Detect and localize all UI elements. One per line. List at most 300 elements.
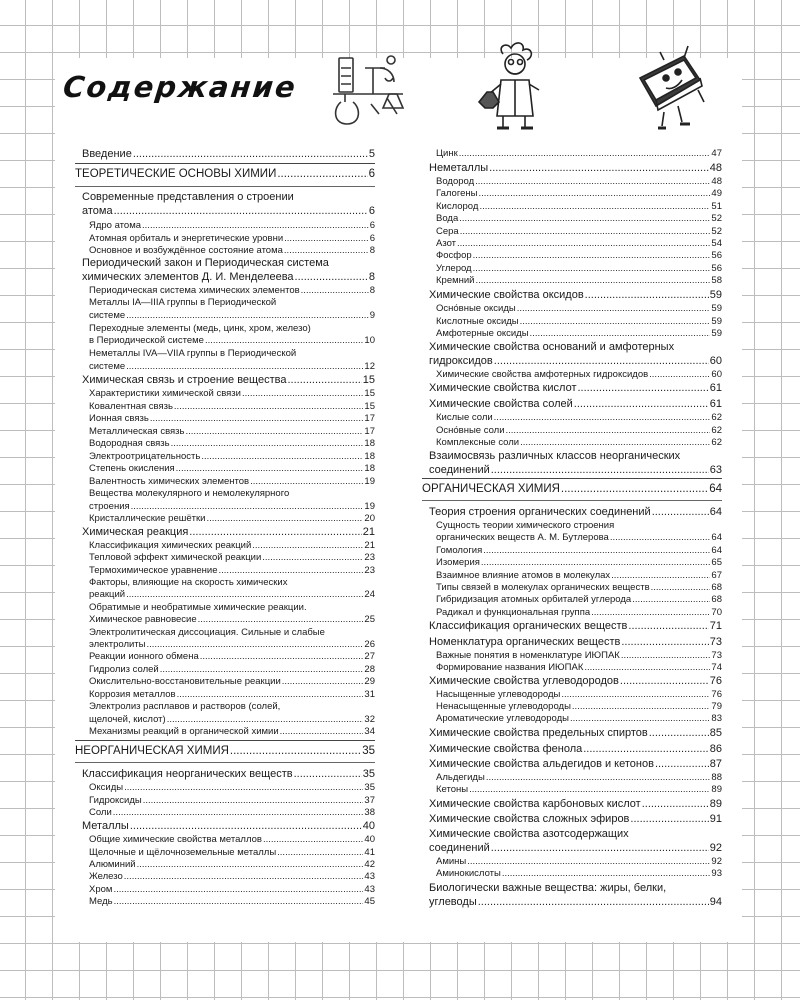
toc-entry-text: Вода (436, 213, 459, 224)
toc-entry[interactable] (422, 328, 722, 339)
toc-entry-text: Кристаллические решётки (89, 513, 206, 524)
book-character-icon (630, 42, 710, 134)
toc-entry[interactable] (422, 813, 722, 825)
toc-entry-line (422, 450, 722, 462)
page-number: 17 (364, 413, 375, 424)
page-number: 6 (368, 168, 375, 180)
toc-entry[interactable] (422, 162, 722, 174)
page-number: 59 (711, 303, 722, 314)
toc-entry-text: в Периодической системе (89, 335, 204, 346)
toc-entry-text: щелочей, кислот) (89, 714, 166, 725)
dot-leader (642, 798, 709, 810)
dot-leader (459, 213, 710, 224)
toc-entry-line (422, 341, 722, 353)
toc-entry-text: реакций (89, 589, 126, 600)
toc-entry[interactable] (422, 188, 722, 199)
toc-entry[interactable] (422, 506, 722, 518)
toc-entry[interactable] (422, 382, 722, 394)
dot-leader (630, 813, 708, 825)
toc-entry-text: Цинк (436, 148, 458, 159)
toc-entry-text: Окислительно-восстановительные реакции (89, 676, 281, 687)
dot-leader (578, 382, 709, 394)
toc-entry[interactable] (75, 540, 375, 551)
toc-entry[interactable] (422, 201, 722, 212)
page-number: 59 (709, 289, 722, 301)
toc-entry[interactable] (422, 398, 722, 410)
toc-entry-text: Железо (89, 871, 123, 882)
toc-entry-text: Гидроксиды (89, 795, 142, 806)
toc-entry[interactable] (75, 714, 375, 725)
toc-entry-line (422, 828, 722, 840)
dot-leader (651, 582, 711, 593)
dot-leader (201, 451, 363, 462)
page-number: 83 (711, 713, 722, 724)
toc-entry-text: атома (82, 205, 113, 217)
dot-leader (177, 689, 364, 700)
toc-entry-text: Сущность теории химического строения (436, 520, 615, 531)
dot-leader (280, 726, 364, 737)
dot-leader (502, 868, 711, 879)
toc-entry-text: Гибридизация атомных орбиталей углерода (436, 594, 632, 605)
toc-entry-text: Металлы (82, 820, 129, 832)
dot-leader (481, 557, 711, 568)
dot-leader (150, 413, 364, 424)
toc-entry-text: электролиты (89, 639, 146, 650)
dot-leader (475, 176, 710, 187)
toc-entry[interactable] (75, 426, 375, 437)
toc-entry[interactable] (75, 589, 375, 600)
toc-entry[interactable] (422, 636, 722, 648)
toc-entry-text: Азот (436, 238, 457, 249)
toc-entry-line (75, 323, 375, 334)
toc-entry-text: Аминокислоты (436, 868, 501, 879)
toc-section[interactable] (75, 745, 375, 757)
toc-entry-line (422, 520, 722, 531)
toc-entry-text: системе (89, 361, 126, 372)
toc-entry[interactable] (75, 335, 375, 346)
page-number: 47 (711, 148, 722, 159)
toc-entry[interactable] (422, 316, 722, 327)
toc-entry-text: Взаимосвязь различных классов неорганических (429, 450, 681, 462)
toc-entry[interactable] (422, 545, 722, 556)
toc-entry[interactable] (422, 213, 722, 224)
dot-leader (491, 842, 709, 854)
dot-leader (478, 896, 709, 908)
toc-entry[interactable] (75, 476, 375, 487)
page-number: 18 (364, 451, 375, 462)
page-number: 6 (369, 220, 375, 231)
dot-leader (131, 501, 364, 512)
page-number: 21 (362, 526, 375, 538)
toc-entry-text: Электроотрицательность (89, 451, 201, 462)
toc-entry[interactable] (75, 463, 375, 474)
toc-divider (75, 740, 375, 741)
toc-entry[interactable] (422, 758, 722, 770)
dot-leader (632, 594, 710, 605)
dot-leader (160, 664, 364, 675)
dot-leader (649, 727, 709, 739)
toc-entry-text: Химические свойства азотсодержащих (429, 828, 629, 840)
page-number: 18 (364, 438, 375, 449)
page-number: 42 (364, 859, 375, 870)
page-number: 86 (709, 743, 722, 755)
page-title: Содержание (61, 70, 299, 104)
toc-entry[interactable] (75, 220, 375, 231)
toc-entry-text: Биологически важные вещества: жиры, белки, (429, 882, 667, 894)
page-number: 35 (364, 782, 375, 793)
toc-entry-text: Кислотные оксиды (436, 316, 519, 327)
toc-entry[interactable] (75, 285, 375, 296)
page-number: 62 (711, 437, 722, 448)
dot-leader (479, 201, 710, 212)
toc-entry[interactable] (422, 772, 722, 783)
toc-entry-text: Углерод (436, 263, 472, 274)
toc-entry[interactable] (75, 565, 375, 576)
dot-leader (174, 401, 364, 412)
lab-flask-icon (325, 48, 410, 133)
dot-leader (591, 607, 710, 618)
dot-leader (205, 335, 363, 346)
page-number: 9 (369, 310, 375, 321)
page-number: 60 (709, 355, 722, 367)
toc-entry-text: Соли (89, 807, 112, 818)
toc-entry-text: Химическая реакция (82, 526, 189, 538)
page-number: 94 (709, 896, 722, 908)
page-number: 93 (711, 868, 722, 879)
dot-leader (476, 275, 711, 286)
page-number: 62 (711, 412, 722, 423)
toc-entry[interactable] (75, 651, 375, 662)
page-number: 15 (364, 401, 375, 412)
toc-entry[interactable] (422, 176, 722, 187)
page-number: 76 (711, 689, 722, 700)
toc-entry[interactable] (75, 795, 375, 806)
toc-entry-text: Химические свойства оксидов (429, 289, 584, 301)
toc-entry[interactable] (422, 250, 722, 261)
page-number: 10 (364, 335, 375, 346)
toc-entry-text: Химические свойства сложных эфиров (429, 813, 630, 825)
toc-entry[interactable] (422, 148, 722, 159)
toc-entry[interactable] (75, 361, 375, 372)
toc-divider (75, 163, 375, 164)
dot-leader (572, 701, 711, 712)
toc-entry[interactable] (422, 689, 722, 700)
page-number: 18 (364, 463, 375, 474)
toc-entry-text: Классификация неорганических веществ (82, 768, 293, 780)
toc-entry[interactable] (422, 650, 722, 661)
toc-entry-text: НЕОРГАНИЧЕСКАЯ ХИМИЯ (75, 745, 229, 757)
toc-entry[interactable] (422, 868, 722, 879)
page-number: 34 (364, 726, 375, 737)
toc-entry[interactable] (75, 413, 375, 424)
toc-entry-text: Химические свойства амфотерных гидроксидов (436, 369, 649, 380)
toc-entry-text: ОРГАНИЧЕСКАЯ ХИМИЯ (422, 483, 560, 495)
toc-entry-text: Степень окисления (89, 463, 175, 474)
page-number: 19 (364, 476, 375, 487)
dot-leader (520, 437, 710, 448)
toc-entry[interactable] (75, 664, 375, 675)
dot-leader (584, 662, 710, 673)
toc-entry[interactable] (75, 271, 375, 283)
dot-leader (494, 355, 709, 367)
toc-entry[interactable] (422, 798, 722, 810)
page-number: 76 (709, 675, 722, 687)
page-number: 43 (364, 884, 375, 895)
toc-entry[interactable] (422, 369, 722, 380)
dot-leader (242, 388, 363, 399)
toc-entry[interactable] (75, 401, 375, 412)
dot-leader (114, 205, 368, 217)
toc-entry-text: Кетоны (436, 784, 469, 795)
toc-entry[interactable] (75, 834, 375, 845)
toc-entry[interactable] (422, 263, 722, 274)
toc-entry[interactable] (422, 437, 722, 448)
toc-entry[interactable] (422, 896, 722, 908)
toc-entry[interactable] (75, 233, 375, 244)
toc-entry-text: Классификация химических реакций (89, 540, 252, 551)
toc-entry-text: гидроксидов (429, 355, 493, 367)
page-number: 61 (709, 382, 722, 394)
page-number: 31 (364, 689, 375, 700)
toc-entry[interactable] (75, 871, 375, 882)
toc-entry[interactable] (422, 303, 722, 314)
toc-entry-text: Типы связей в молекулах органических веществ (436, 582, 650, 593)
toc-entry-text: Периодическая система химических элементов (89, 285, 300, 296)
toc-entry-text: Взаимное влияние атомов в молекулах (436, 570, 611, 581)
toc-entry-text: Осно́вные соли (436, 425, 505, 436)
toc-entry-text: системе (89, 310, 126, 321)
page-number: 20 (364, 513, 375, 524)
toc-entry-line (75, 627, 375, 638)
toc-entry[interactable] (75, 552, 375, 563)
toc-entry-text: Кислород (436, 201, 479, 212)
toc-entry[interactable] (422, 425, 722, 436)
toc-entry[interactable] (422, 701, 722, 712)
page-number: 35 (362, 745, 375, 757)
toc-entry[interactable] (422, 355, 722, 367)
page-number: 73 (711, 650, 722, 661)
page-number: 8 (369, 285, 375, 296)
toc-entry-text: Изомерия (436, 557, 480, 568)
page-number: 37 (364, 795, 375, 806)
page-number: 17 (364, 426, 375, 437)
toc-entry-text: Химические свойства кислот (429, 382, 577, 394)
toc-entry-text: Ковалентная связь (89, 401, 173, 412)
dot-leader (486, 772, 711, 783)
page-number: 89 (711, 784, 722, 795)
toc-entry[interactable] (75, 782, 375, 793)
dot-leader (294, 768, 362, 780)
page-number: 23 (364, 552, 375, 563)
toc-entry[interactable] (75, 148, 375, 160)
toc-entry[interactable] (422, 607, 722, 618)
toc-entry[interactable] (422, 557, 722, 568)
dot-leader (530, 328, 711, 339)
toc-entry[interactable] (422, 743, 722, 755)
toc-section[interactable] (75, 168, 375, 180)
toc-entry-line (75, 488, 375, 499)
toc-entry[interactable] (422, 570, 722, 581)
dot-leader (284, 233, 369, 244)
toc-entry-text: Химические свойства углеводородов (429, 675, 619, 687)
toc-entry[interactable] (75, 501, 375, 512)
toc-entry-text: Характеристики химической связи (89, 388, 241, 399)
toc-entry-text: Химические свойства предельных спиртов (429, 727, 648, 739)
dot-leader (491, 464, 709, 476)
toc-entry[interactable] (422, 412, 722, 423)
page-number: 59 (711, 328, 722, 339)
page-number: 64 (711, 532, 722, 543)
toc-entry[interactable] (75, 374, 375, 386)
page-number: 56 (711, 263, 722, 274)
toc-entry-line (75, 701, 375, 712)
toc-entry[interactable] (422, 784, 722, 795)
toc-entry[interactable] (75, 438, 375, 449)
dot-leader (126, 310, 369, 321)
toc-entry[interactable] (75, 451, 375, 462)
toc-divider (422, 478, 722, 479)
toc-entry-text: Общие химические свойства металлов (89, 834, 262, 845)
toc-entry-text: Кремний (436, 275, 475, 286)
toc-entry[interactable] (422, 238, 722, 249)
toc-entry[interactable] (75, 896, 375, 907)
toc-entry-text: Обратимые и необратимые химические реакции. (89, 602, 307, 613)
toc-entry-text: органических веществ А. М. Бутлерова (436, 532, 609, 543)
toc-entry[interactable] (75, 807, 375, 818)
toc-entry-text: Электролиз расплавов и растворов (солей, (89, 701, 281, 712)
page-number: 24 (364, 589, 375, 600)
toc-entry[interactable] (422, 289, 722, 301)
dot-leader (649, 369, 710, 380)
page-number: 88 (711, 772, 722, 783)
toc-entry[interactable] (422, 727, 722, 739)
toc-entry[interactable] (422, 275, 722, 286)
page-number: 25 (364, 614, 375, 625)
toc-entry-text: Химические свойства фенола (429, 743, 583, 755)
toc-entry-text: соединений (429, 842, 490, 854)
dot-leader (126, 589, 363, 600)
dot-leader (610, 532, 711, 543)
page-number: 92 (711, 856, 722, 867)
toc-entry[interactable] (75, 884, 375, 895)
page-number: 70 (711, 607, 722, 618)
dot-leader (113, 884, 363, 895)
toc-entry[interactable] (75, 513, 375, 524)
toc-entry[interactable] (422, 226, 722, 237)
page-number: 51 (711, 201, 722, 212)
toc-entry[interactable] (75, 205, 375, 217)
toc-entry[interactable] (422, 582, 722, 593)
toc-section[interactable] (422, 483, 722, 495)
page-number: 43 (364, 871, 375, 882)
toc-entry[interactable] (422, 464, 722, 476)
dot-leader (284, 245, 369, 256)
page-number: 92 (709, 842, 722, 854)
toc-entry[interactable] (422, 675, 722, 687)
dot-leader (574, 398, 709, 410)
dot-leader (467, 856, 710, 867)
dot-leader (295, 271, 368, 283)
toc-entry[interactable] (75, 526, 375, 538)
page-number: 23 (364, 565, 375, 576)
toc-entry[interactable] (422, 856, 722, 867)
page-number: 41 (364, 847, 375, 858)
toc-entry-text: Осно́вные оксиды (436, 303, 516, 314)
toc-entry-text: Галогены (436, 188, 478, 199)
toc-entry-text: Ионная связь (89, 413, 149, 424)
toc-entry-text: Электролитическая диссоциация. Сильные и слабые (89, 627, 325, 638)
toc-entry-line (422, 882, 722, 894)
dot-leader (185, 426, 363, 437)
toc-entry[interactable] (75, 639, 375, 650)
toc-entry[interactable] (75, 614, 375, 625)
page-number: 26 (364, 639, 375, 650)
toc-entry-text: Теория строения органических соединений (429, 506, 651, 518)
toc-entry[interactable] (422, 713, 722, 724)
toc-entry-text: Алюминий (89, 859, 136, 870)
dot-leader (652, 506, 709, 518)
toc-entry[interactable] (75, 859, 375, 870)
toc-entry[interactable] (75, 847, 375, 858)
toc-entry-text: Реакции ионного обмена (89, 651, 199, 662)
toc-entry[interactable] (75, 676, 375, 687)
toc-entry[interactable] (422, 532, 722, 543)
dot-leader (252, 540, 363, 551)
toc-entry[interactable] (75, 689, 375, 700)
page-number: 19 (364, 501, 375, 512)
toc-entry-text: Механизмы реакций в органической химии (89, 726, 279, 737)
dot-leader (620, 675, 709, 687)
toc-entry-line (75, 602, 375, 613)
dot-leader (124, 871, 364, 882)
toc-entry-text: Амины (436, 856, 467, 867)
dot-leader (113, 807, 364, 818)
toc-entry[interactable] (422, 842, 722, 854)
toc-entry-line (75, 348, 375, 359)
dot-leader (124, 782, 363, 793)
toc-entry-text: строения (89, 501, 130, 512)
toc-entry[interactable] (422, 662, 722, 673)
dot-leader (628, 620, 708, 632)
page-number: 68 (711, 594, 722, 605)
page-number: 28 (364, 664, 375, 675)
page-number: 64 (711, 545, 722, 556)
toc-entry[interactable] (75, 245, 375, 256)
toc-entry[interactable] (75, 310, 375, 321)
dot-leader (457, 238, 710, 249)
dot-leader (137, 859, 364, 870)
toc-entry-text: химических элементов Д. И. Менделеева (82, 271, 294, 283)
toc-entry-text: Металлическая связь (89, 426, 185, 437)
toc-entry[interactable] (75, 820, 375, 832)
toc-entry-text: Номенклатура органических веществ (429, 636, 621, 648)
toc-entry[interactable] (75, 768, 375, 780)
toc-entry-text: Введение (82, 148, 132, 160)
toc-entry-text: Классификация органических веществ (429, 620, 628, 632)
toc-divider (75, 762, 375, 763)
toc-entry[interactable] (422, 594, 722, 605)
toc-entry[interactable] (75, 726, 375, 737)
dot-leader (263, 834, 363, 845)
toc-entry[interactable] (422, 620, 722, 632)
toc-entry[interactable] (75, 388, 375, 399)
toc-entry-text: соединений (429, 464, 490, 476)
toc-entry-text: Факторы, влияющие на скорость химических (89, 577, 288, 588)
toc-entry-text: Металлы IA—IIIA группы в Периодической (89, 297, 277, 308)
dot-leader (277, 847, 363, 858)
page-number: 64 (709, 506, 722, 518)
page-number: 85 (709, 727, 722, 739)
